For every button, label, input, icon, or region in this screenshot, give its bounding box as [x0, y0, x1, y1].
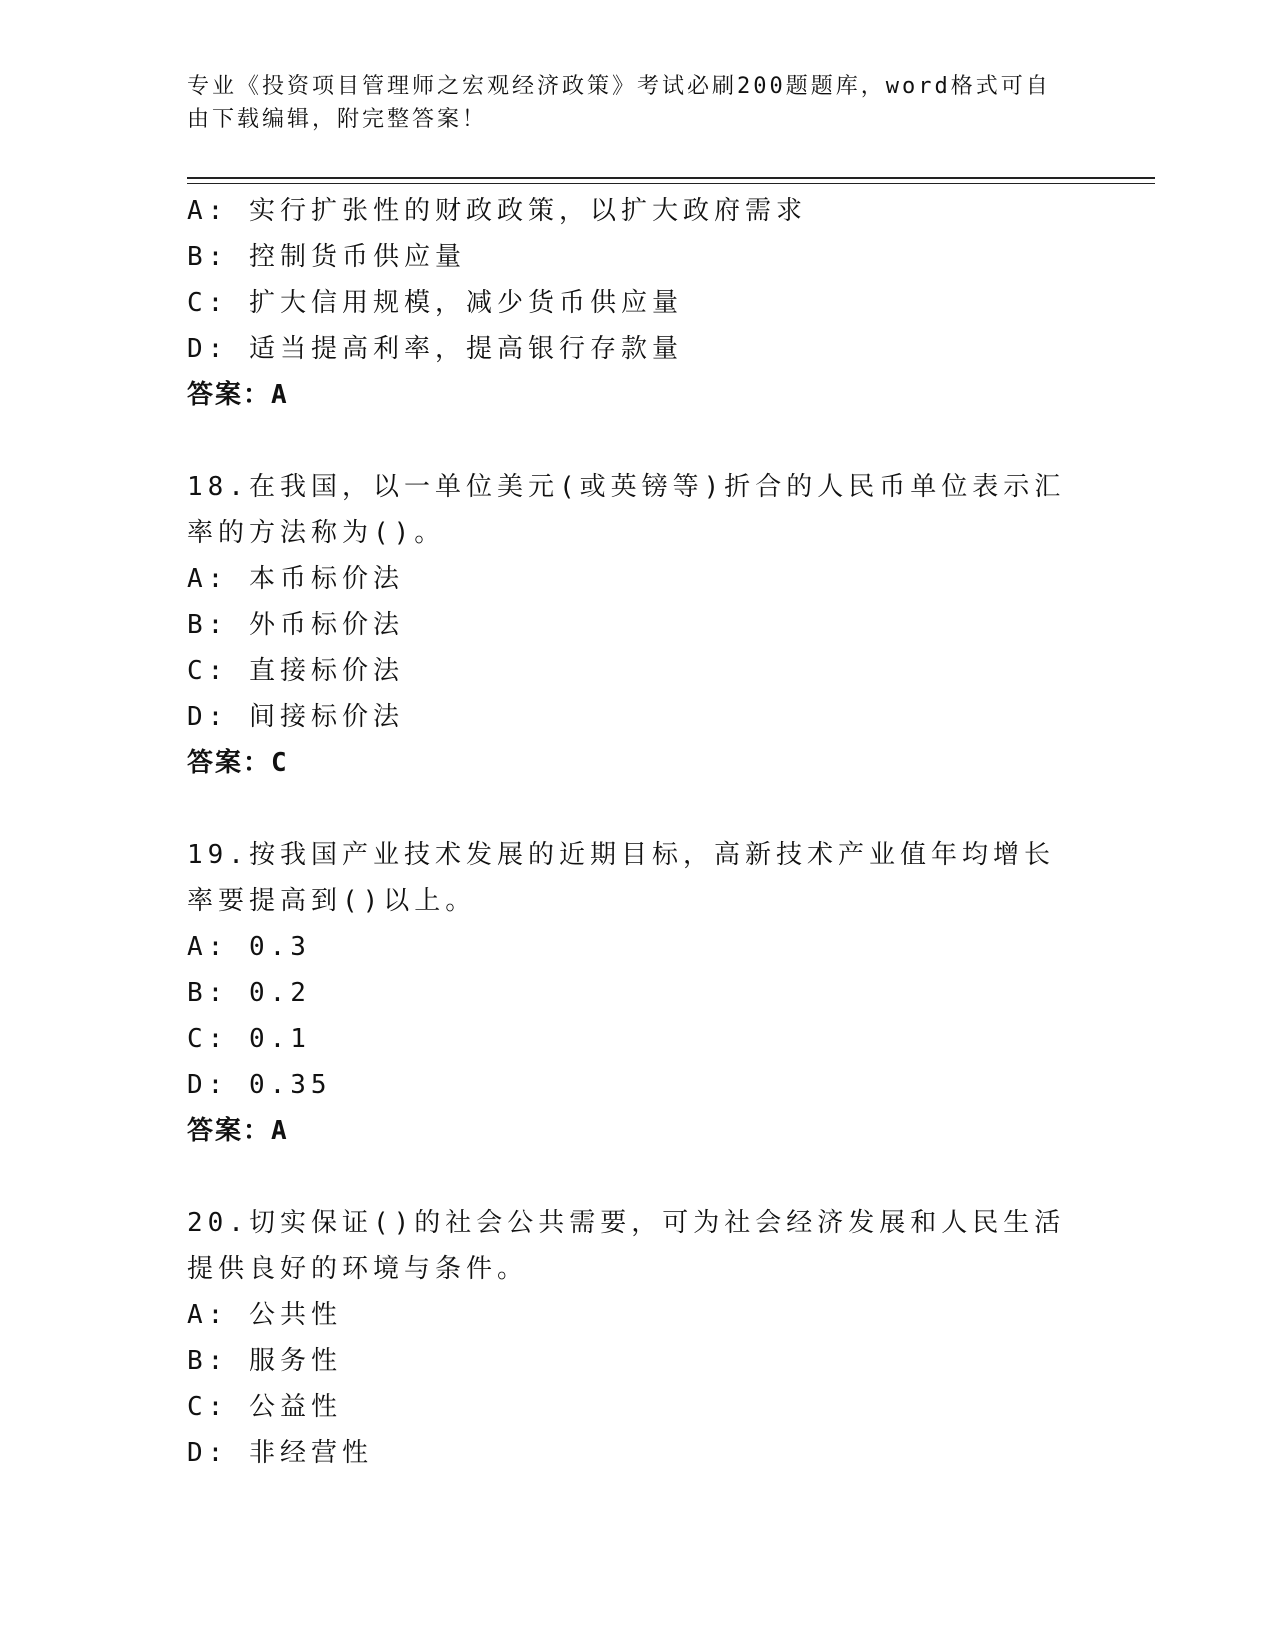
option-d: D: 适当提高利率，提高银行存款量: [187, 334, 683, 364]
question-19: [187, 832, 1087, 1154]
option-b: B: 0.2: [187, 978, 311, 1008]
question-stem: 19.按我国产业技术发展的近期目标，高新技术产业值年均增长率要提高到()以上。: [187, 840, 1055, 916]
answer: 答案：C: [187, 748, 289, 778]
header-rule-thick: [187, 177, 1155, 179]
question-stem: 18.在我国，以一单位美元(或英镑等)折合的人民币单位表示汇率的方法称为()。: [187, 472, 1066, 548]
option-c: C: 扩大信用规模，减少货币供应量: [187, 288, 683, 318]
option-c: C: 0.1: [187, 1024, 311, 1054]
question-18: [187, 464, 1087, 786]
question-content: [187, 188, 1087, 1476]
header-rule-thin: [187, 183, 1155, 184]
option-b: B: 服务性: [187, 1346, 342, 1376]
option-b: B: 外币标价法: [187, 610, 404, 640]
question-stem: 20.切实保证()的社会公共需要，可为社会经济发展和人民生活提供良好的环境与条件。: [187, 1208, 1066, 1284]
option-c: C: 直接标价法: [187, 656, 404, 686]
option-d: D: 非经营性: [187, 1438, 373, 1468]
question-17: [187, 188, 1087, 418]
spacer: [187, 1154, 1087, 1200]
option-a: A: 0.3: [187, 932, 311, 962]
option-a: A: 本币标价法: [187, 564, 404, 594]
spacer: [187, 786, 1087, 832]
option-c: C: 公益性: [187, 1392, 342, 1422]
answer: 答案：A: [187, 1116, 289, 1146]
option-d: D: 间接标价法: [187, 702, 404, 732]
question-20: [187, 1200, 1087, 1476]
answer: 答案：A: [187, 380, 289, 410]
spacer: [187, 418, 1087, 464]
option-a: A: 公共性: [187, 1300, 342, 1330]
option-d: D: 0.35: [187, 1070, 332, 1100]
option-b: B: 控制货币供应量: [187, 242, 466, 272]
option-a: A: 实行扩张性的财政政策，以扩大政府需求: [187, 196, 807, 226]
document-header: 专业《投资项目管理师之宏观经济政策》考试必刷200题题库，word格式可自由下载编辑，附完整答案！: [187, 74, 1051, 132]
